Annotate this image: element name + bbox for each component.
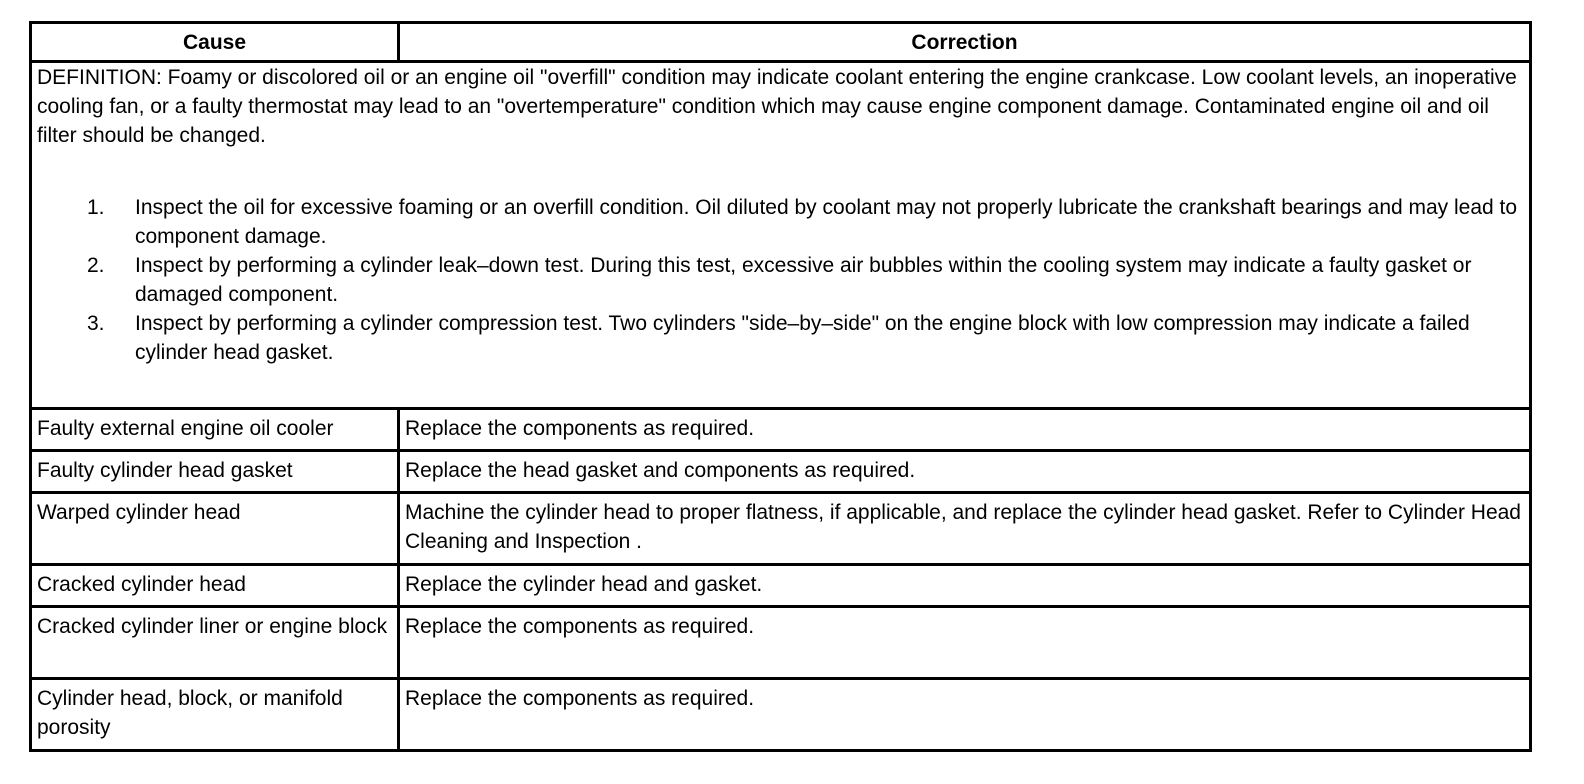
table-row: [31, 409, 1531, 451]
cause-cell: Faulty external engine oil cooler: [31, 409, 399, 451]
table-row: [31, 679, 1531, 751]
correction-cell: Machine the cylinder head to proper flatness, if applicable, and replace the cylinder head gasket. Refer to Cylinder Head Cleaning and Inspection .: [399, 493, 1531, 565]
correction-cell: Replace the head gasket and components as required.: [399, 451, 1531, 493]
cause-column-header: Cause: [31, 23, 399, 62]
definition-text: DEFINITION: Foamy or discolored oil or an engine oil "overfill" condition may indicate coolant entering the engine crankcase. Low coolant levels, an inoperative cooling fan, or a faulty thermostat may lead to an "overtemperature" condition which may cause engine component damage. Contaminated engine oil and oil filter should be changed.: [37, 66, 1517, 147]
cause-cell: Warped cylinder head: [31, 493, 399, 565]
correction-cell: Replace the cylinder head and gasket.: [399, 565, 1531, 607]
definition-cell: [31, 62, 1531, 409]
correction-cell: Replace the components as required.: [399, 607, 1531, 679]
step-text: Inspect by performing a cylinder compression test. Two cylinders "side–by–side" on the engine block with low compression may indicate a failed cylinder head gasket.: [135, 312, 1470, 364]
table-row: [31, 451, 1531, 493]
cause-cell: Cylinder head, block, or manifold porosity: [31, 679, 399, 751]
correction-column-header: Correction: [399, 23, 1531, 62]
step-item: [37, 251, 1524, 309]
step-item: [37, 193, 1524, 251]
table-row: [31, 565, 1531, 607]
step-number: 2.: [87, 254, 105, 277]
step-item: [37, 309, 1524, 367]
step-text: Inspect the oil for excessive foaming or an overfill condition. Oil diluted by coolant may not properly lubricate the crankshaft bearings and may lead to component damage.: [135, 196, 1518, 248]
step-number: 1.: [87, 196, 105, 219]
table-row: [31, 607, 1531, 679]
definition-row: [31, 62, 1531, 409]
inspection-steps-list: [37, 193, 1524, 367]
header-row: [31, 23, 1531, 62]
correction-cell: Replace the components as required.: [399, 409, 1531, 451]
step-number: 3.: [87, 312, 105, 335]
cause-cell: Faulty cylinder head gasket: [31, 451, 399, 493]
troubleshooting-table: [29, 21, 1532, 752]
step-text: Inspect by performing a cylinder leak–down test. During this test, excessive air bubbles within the cooling system may indicate a faulty gasket or damaged component.: [135, 254, 1472, 306]
cause-cell: Cracked cylinder head: [31, 565, 399, 607]
cause-cell: Cracked cylinder liner or engine block: [31, 607, 399, 679]
correction-cell: Replace the components as required.: [399, 679, 1531, 751]
table-row: [31, 493, 1531, 565]
